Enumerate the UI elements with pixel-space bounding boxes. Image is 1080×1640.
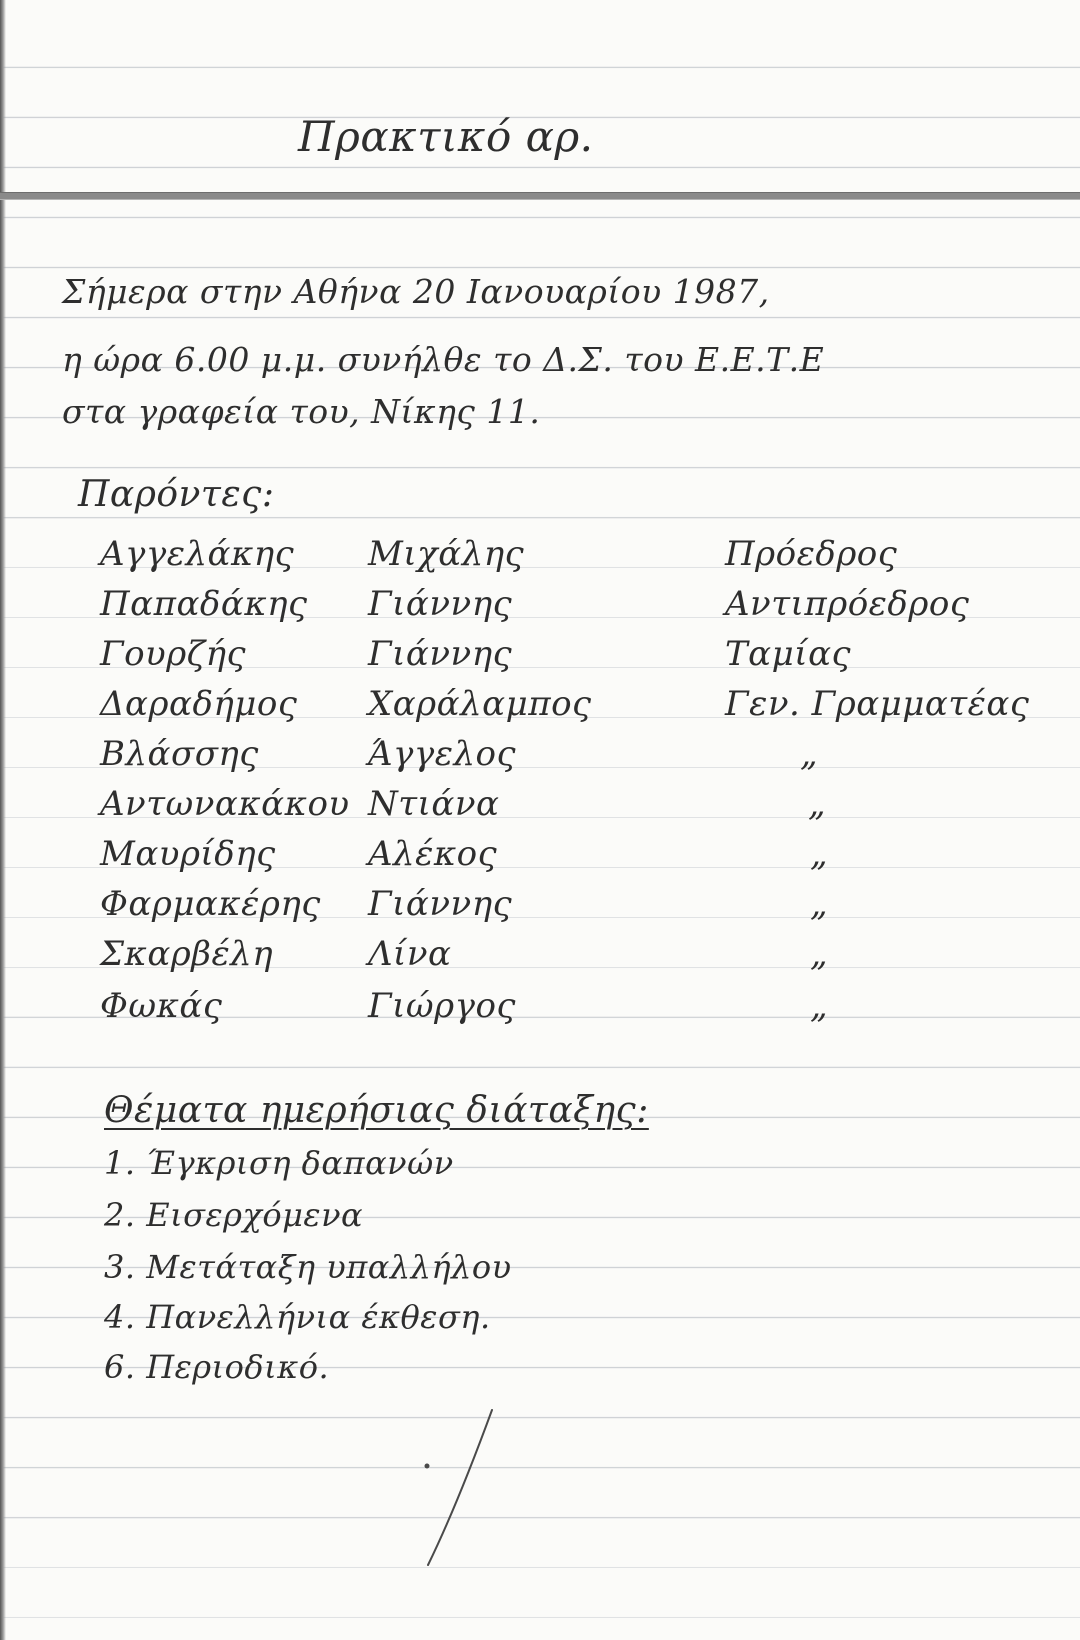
member-surname: Αντωνακάκου [100, 784, 350, 824]
member-surname: Φαρμακέρης [100, 884, 321, 924]
member-name: Λίνα [368, 934, 452, 974]
intro-line-1: Σήμερα στην Αθήνα 20 Ιανουαρίου 1987, [62, 272, 770, 311]
agenda-heading: Θέματα ημερήσιας διάταξης: [104, 1090, 649, 1131]
member-role: „ [810, 834, 829, 874]
member-role: „ [810, 986, 829, 1026]
agenda-item: 4. Πανελλήνια έκθεση. [104, 1298, 491, 1336]
member-role: „ [808, 784, 827, 824]
member-surname: Παπαδάκης [100, 584, 308, 624]
agenda-item: 2. Εισερχόμενα [104, 1196, 364, 1234]
member-role: Πρόεδρος [725, 534, 898, 574]
member-surname: Δαραδήμος [100, 684, 298, 724]
member-name: Γιάννης [368, 584, 513, 624]
member-name: Γιώργος [368, 986, 516, 1026]
binding-edge [0, 0, 6, 1640]
member-role: „ [810, 884, 829, 924]
intro-line-3: στα γραφεία του, Νίκης 11. [62, 392, 541, 431]
member-role: Γεν. Γραμματέας [725, 684, 1030, 724]
member-name: Μιχάλης [368, 534, 525, 574]
intro-line-2: η ώρα 6.00 μ.μ. συνήλθε το Δ.Σ. του Ε.Ε.Τ.Ε [62, 340, 825, 379]
member-name: Γιάννης [368, 884, 513, 924]
agenda-item: 1. Έγκριση δαπανών [104, 1144, 454, 1182]
agenda-item: 3. Μετάταξη υπαλλήλου [104, 1248, 512, 1286]
member-surname: Γουρζής [100, 634, 247, 674]
minutes-title: Πρακτικό αρ. [298, 112, 594, 161]
present-heading: Παρόντες: [78, 474, 275, 515]
member-role: „ [800, 734, 819, 774]
member-surname: Σκαρβέλη [100, 934, 274, 974]
member-name: Γιάννης [368, 634, 513, 674]
member-surname: Φωκάς [100, 986, 223, 1026]
member-name: Χαράλαμπος [368, 684, 592, 724]
member-surname: Αγγελάκης [100, 534, 295, 574]
member-name: Αλέκος [368, 834, 498, 874]
member-role: Αντιπρόεδρος [725, 584, 970, 624]
member-surname: Μαυρίδης [100, 834, 276, 874]
member-role: Ταμίας [725, 634, 852, 674]
agenda-item: 6. Περιοδικό. [104, 1348, 330, 1386]
member-role: „ [810, 934, 829, 974]
member-name: Άγγελος [368, 734, 516, 774]
member-name: Ντιάνα [368, 784, 500, 824]
top-margin-rule [0, 192, 1080, 200]
member-surname: Βλάσσης [100, 734, 259, 774]
